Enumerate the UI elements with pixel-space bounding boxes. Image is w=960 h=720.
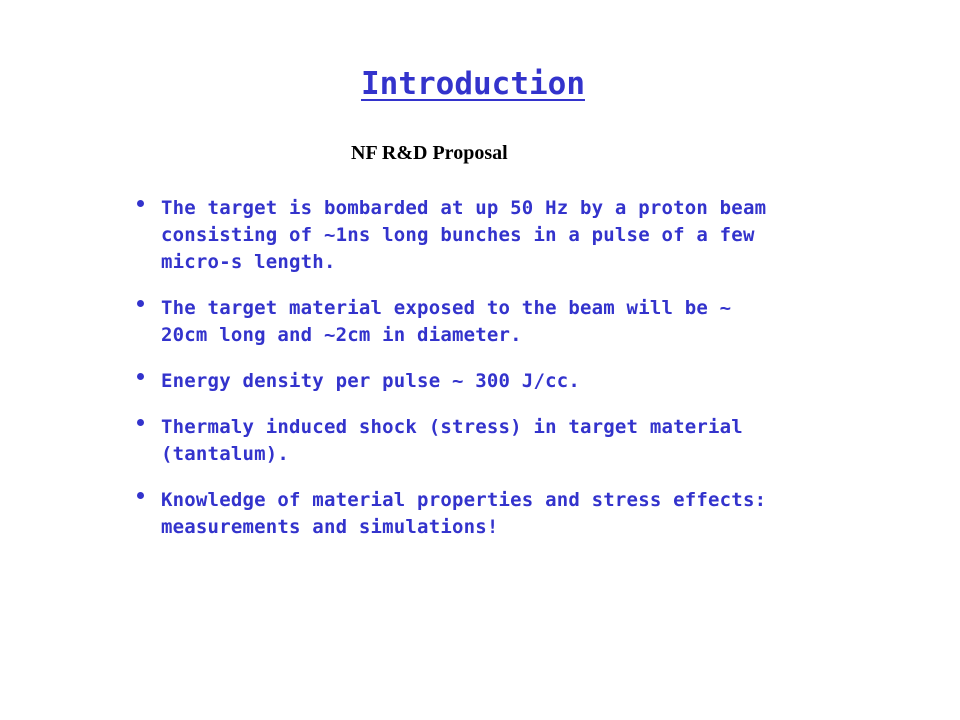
bullet-line: consisting of ~1ns long bunches in a pulse of a few (161, 224, 755, 246)
bullet-icon (137, 492, 144, 499)
bullet-item (137, 368, 897, 395)
slide-subtitle: NF R&D Proposal (351, 142, 508, 164)
bullet-line: Knowledge of material properties and stress effects: (161, 489, 767, 511)
bullet-line: The target is bombarded at up 50 Hz by a proton beam (161, 197, 767, 219)
bullet-line: The target material exposed to the beam will be ~ (161, 297, 732, 319)
bullet-item (137, 487, 897, 541)
bullet-icon (137, 300, 144, 307)
bullet-icon (137, 419, 144, 426)
bullet-line: measurements and simulations! (161, 516, 499, 538)
bullet-line: (tantalum). (161, 443, 290, 465)
bullet-item (137, 295, 897, 349)
bullet-list (137, 195, 897, 560)
bullet-line: Thermaly induced shock (stress) in target material (161, 416, 743, 438)
bullet-item (137, 414, 897, 468)
bullet-icon (137, 373, 144, 380)
slide-title: Introduction (361, 66, 585, 102)
bullet-line: micro-s length. (161, 251, 336, 273)
bullet-icon (137, 200, 144, 207)
bullet-item (137, 195, 897, 276)
bullet-line: Energy density per pulse ~ 300 J/cc. (161, 370, 581, 392)
bullet-line: 20cm long and ~2cm in diameter. (161, 324, 522, 346)
